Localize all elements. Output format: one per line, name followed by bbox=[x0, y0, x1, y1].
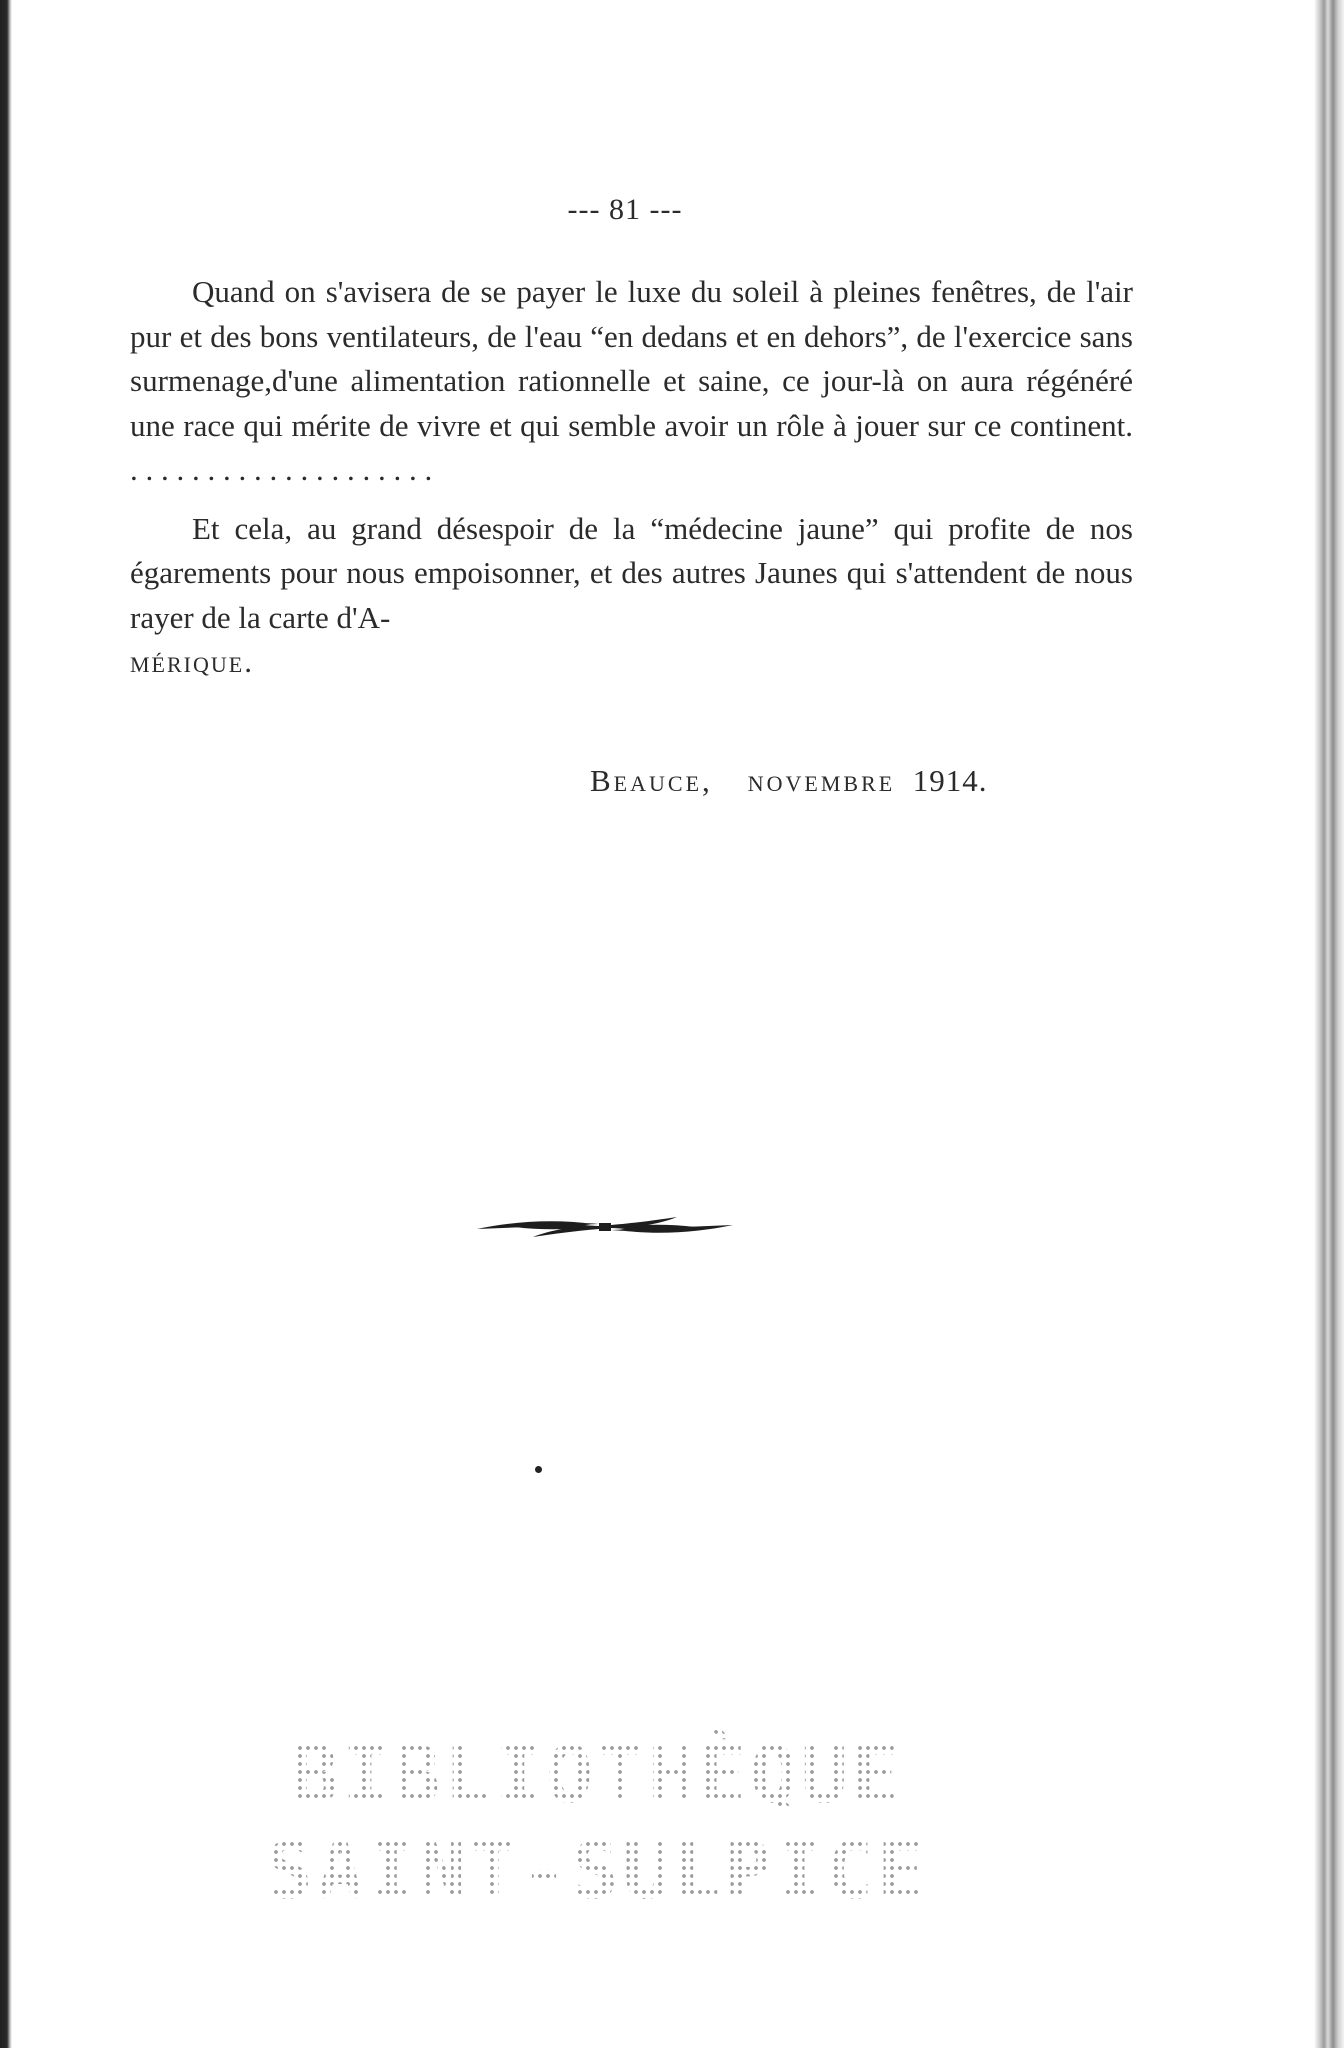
signature-year: 1914. bbox=[912, 763, 988, 798]
body-text bbox=[130, 270, 1133, 685]
signature-line bbox=[590, 763, 987, 799]
page-edge bbox=[1314, 0, 1344, 2048]
paragraph-2-end: mérique. bbox=[130, 644, 254, 679]
stamp-line-1: BIBLIOTHÈQUE bbox=[0, 1728, 1194, 1824]
paragraph-1: Quand on s'avisera de se payer le luxe du soleil à pleines fenêtres, de l'air pur et des bons ventilateurs, de l'eau “en dedans et en dehors”, de l'exercice sans surmenage,d'une alimentation rationnelle et saine, ce jour-là on aura régénéré une race qui mérite de vivre et qui semble avoir un rôle à jouer sur ce continent. . . . . . . . . . . . . . . . . . . . . bbox=[130, 274, 1133, 487]
fleuron-ornament-icon bbox=[475, 1207, 735, 1247]
stamp-line-2: SAINT-SULPICE bbox=[0, 1824, 1194, 1920]
signature-month: novembre bbox=[747, 763, 896, 798]
perforated-library-stamp bbox=[0, 1728, 1194, 1920]
signature-place: Beauce, bbox=[590, 763, 713, 798]
page-number: --- 81 --- bbox=[567, 193, 683, 226]
paragraph-2 bbox=[130, 507, 1133, 685]
paragraph-2-text: Et cela, au grand désespoir de la “médecine jaune” qui profite de nos égarements pour nous empoisonner, et des autres Jaunes qui s'attendent de nous rayer de la carte d'A- bbox=[130, 510, 1133, 635]
ink-dot bbox=[535, 1466, 542, 1473]
